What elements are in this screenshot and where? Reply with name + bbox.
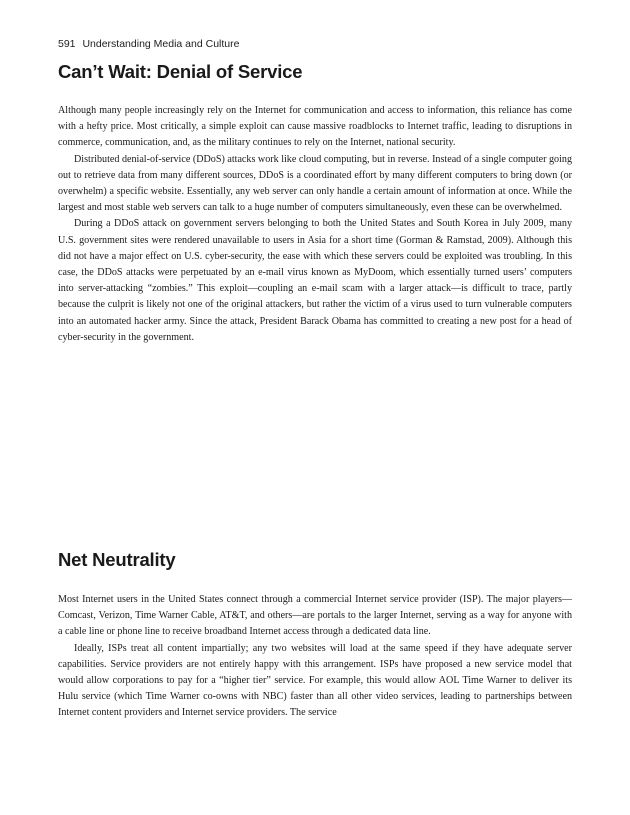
section-body-denial-of-service [58, 103, 572, 346]
section-body-net-neutrality [58, 592, 572, 722]
paragraph: Distributed denial-of-service (DDoS) attacks work like cloud computing, but in reverse. Instead of a single computer going out to retrieve data from many different sources, DDoS is a coordinated effort by many different computers to bring down (or overwhelm) a specific website. Essentially, any web server can only handle a certain amount of information at once. While the largest and most stable web servers can talk to a huge number of computers simultaneously, even these can be overwhelmed. [58, 153, 572, 214]
paragraph: Although many people increasingly rely on the Internet for communication and access to information, this reliance has come with a hefty price. Most critically, a simple exploit can cause massive roadblocks to Internet traffic, leading to disruptions in commerce, communication, and, as the military continues to rely on the Internet, national security. [58, 105, 572, 149]
page-number: 591 [58, 38, 76, 50]
section-title-net-neutrality: Net Neutrality [58, 549, 176, 570]
paragraph: Most Internet users in the United States connect through a commercial Internet service provider (ISP). The major players—Comcast, Verizon, Time Warner Cable, AT&T, and others—are portals to the larger Internet, serving as a way for anyone with a cable line or phone line to receive broadband Internet access through a dedicated data line. [58, 594, 572, 638]
running-header [58, 38, 239, 50]
book-title: Understanding Media and Culture [82, 38, 240, 50]
paragraph: Ideally, ISPs treat all content impartially; any two websites will load at the same speed if they have adequate server capabilities. Service providers are not entirely happy with this arrangement. ISPs have proposed a new service model that would allow corporations to pay for a “higher tier” service. For example, this would allow AOL Time Warner to deliver its Hulu service (which Time Warner co-owns with NBC) faster than all other video services, leading to partnerships between Internet content providers and Internet service providers. The service [58, 642, 572, 719]
section-title-denial-of-service: Can’t Wait: Denial of Service [58, 61, 303, 82]
paragraph: During a DDoS attack on government servers belonging to both the United States and South Korea in July 2009, many U.S. government sites were rendered unavailable to users in Asia for a short time (Gorman & Ramstad, 2009). Although this did not have a major effect on U.S. cyber-security, the ease with which these servers could be exploited was troubling. In this case, the DDoS attacks were perpetuated by an e-mail virus known as MyDoom, which essentially turned users’ computers into server-attacking “zombies.” This exploit—coupling an e-mail scam with a larger attack—is difficult to trace, partly because the culprit is likely not one of the original attackers, but rather the victim of a virus used to turn vulnerable computers into an automated hacker army. Since the attack, President Barack Obama has committed to creating a new post for a head of cyber-security in the government. [58, 218, 572, 343]
